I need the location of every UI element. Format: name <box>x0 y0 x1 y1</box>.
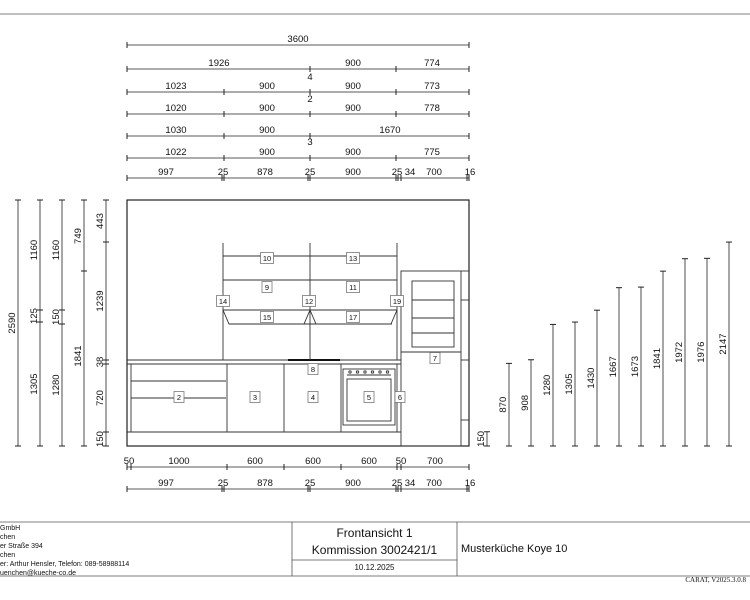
dimension-chains-right <box>476 242 732 447</box>
left-dimension-label: 749 <box>73 228 84 244</box>
position-marker-number: 6 <box>397 393 403 402</box>
left-dimension-label: 1280 <box>51 374 62 396</box>
top-dimension-label: 773 <box>424 81 440 92</box>
top-dimension-label: 700 <box>426 167 442 178</box>
bottom-dimension-label: 25 <box>391 478 403 489</box>
commission-number: Kommission 3002421/1 <box>311 543 438 557</box>
bottom-dimension-label: 25 <box>217 478 229 489</box>
position-marker-number: 4 <box>310 393 316 402</box>
bottom-dimension-label: 34 <box>404 478 416 489</box>
top-dimension-label: 900 <box>345 103 361 114</box>
position-marker-number: 13 <box>348 254 358 263</box>
company-line: uenchen@kueche-co.de <box>0 570 76 577</box>
bottom-dimension-label: 878 <box>257 478 273 489</box>
top-dimension-label: 878 <box>257 167 273 178</box>
company-line: GmbH <box>0 525 21 532</box>
top-dimension-label: 25 <box>217 167 229 178</box>
top-dimension-label: 1023 <box>165 81 187 92</box>
top-dimension-label: 16 <box>464 167 476 178</box>
top-dimension-label: 3600 <box>287 34 309 45</box>
left-dimension-label: 125 <box>29 308 40 324</box>
top-dimension-label: 1020 <box>165 103 187 114</box>
view-title: Frontansicht 1 <box>336 526 413 540</box>
oven-knob <box>386 371 388 373</box>
oven-knob <box>371 371 373 373</box>
sheet-frame <box>0 14 750 576</box>
top-dimension-label: 34 <box>404 167 416 178</box>
left-dimension-label: 150 <box>51 309 62 325</box>
position-marker-number: 7 <box>432 354 438 363</box>
left-dimension-label: 443 <box>95 213 106 229</box>
top-dimension-label: 778 <box>424 103 440 114</box>
company-line: chen <box>0 552 16 559</box>
left-dimension-label: 1305 <box>29 373 40 395</box>
left-dimension-label: 1239 <box>95 290 106 312</box>
top-dimension-label: 900 <box>259 103 275 114</box>
top-dimension-label: 900 <box>345 81 361 92</box>
position-marker-number: 8 <box>310 365 316 374</box>
top-dimension-label: 900 <box>259 125 275 136</box>
position-marker-number: 12 <box>304 297 314 306</box>
oven-knob <box>379 371 381 373</box>
top-dimension-label: 1926 <box>208 58 230 69</box>
bottom-dimension-label: 700 <box>426 478 442 489</box>
title-block-company <box>0 524 290 576</box>
dimension-chains-bottom <box>124 456 476 492</box>
position-marker-number: 14 <box>218 297 228 306</box>
top-dimension-marker: 4 <box>307 72 313 83</box>
right-dimension-label: 1673 <box>630 355 641 378</box>
bottom-dimension-label: 900 <box>345 478 361 489</box>
oven-knob <box>356 371 358 373</box>
top-dimension-label: 900 <box>259 81 275 92</box>
right-dimension-label: 908 <box>520 394 531 411</box>
right-dimension-label: 1841 <box>652 347 663 370</box>
top-dimension-label: 900 <box>345 58 361 69</box>
left-dimension-label: 1160 <box>29 239 40 261</box>
top-dimension-label: 775 <box>424 147 440 158</box>
right-dimension-label: 1972 <box>674 341 685 363</box>
top-dimension-marker: 3 <box>307 137 313 148</box>
drawing-date: 10.12.2025 <box>354 563 395 572</box>
position-marker-number: 17 <box>348 313 358 322</box>
bottom-dimension-label: 700 <box>427 456 443 467</box>
right-dimension-label: 2147 <box>718 333 729 355</box>
left-dimension-label: 150 <box>95 431 106 447</box>
position-marker-number: 5 <box>366 393 372 402</box>
left-dimension-label: 1160 <box>51 239 62 261</box>
top-dimension-marker: 2 <box>307 94 313 105</box>
bottom-dimension-label: 25 <box>304 478 316 489</box>
right-dimension-label: 1280 <box>542 374 553 396</box>
position-markers <box>174 253 440 403</box>
dimension-chains-top <box>127 34 475 181</box>
top-dimension-label: 774 <box>424 58 440 69</box>
top-dimension-label: 1670 <box>379 125 401 136</box>
company-line: er Straße 394 <box>0 543 43 550</box>
bottom-dimension-label: 50 <box>395 456 407 467</box>
top-dimension-label: 1030 <box>165 125 187 136</box>
company-line: er: Arthur Hensler, Telefon: 089-58988114 <box>0 561 130 568</box>
bottom-dimension-label: 1000 <box>168 456 190 467</box>
position-marker-number: 2 <box>176 393 182 402</box>
right-dimension-label: 1430 <box>586 367 597 389</box>
left-dimension-label: 2590 <box>7 312 18 334</box>
top-dimension-label: 900 <box>345 147 361 158</box>
bottom-dimension-label: 600 <box>247 456 263 467</box>
top-dimension-label: 900 <box>259 147 275 158</box>
top-dimension-label: 1022 <box>165 147 187 158</box>
project-name: Musterküche Koye 10 <box>461 543 568 555</box>
company-line: chen <box>0 534 16 541</box>
position-marker-number: 11 <box>349 283 357 292</box>
bottom-dimension-label: 16 <box>464 478 476 489</box>
right-dimension-label: 1305 <box>564 373 575 395</box>
left-dimension-label: 720 <box>95 390 106 406</box>
software-version: CARAT, V2025.3.0.8 <box>685 576 746 584</box>
bottom-dimension-label: 997 <box>158 478 174 489</box>
top-dimension-label: 25 <box>391 167 403 178</box>
dimension-chains-left <box>7 200 109 447</box>
bottom-dimension-label: 600 <box>361 456 377 467</box>
right-dimension-label: 150 <box>476 430 487 447</box>
oven-knob <box>364 371 366 373</box>
left-dimension-label: 1841 <box>73 345 84 367</box>
bottom-dimension-label: 50 <box>123 456 135 467</box>
tall-cabinet-niche <box>412 281 454 347</box>
top-dimension-label: 997 <box>158 167 174 178</box>
top-dimension-label: 900 <box>345 167 361 178</box>
oven-knob <box>349 371 351 373</box>
left-dimension-label: 38 <box>95 356 106 368</box>
right-dimension-label: 1976 <box>696 341 707 363</box>
bottom-dimension-label: 600 <box>305 456 321 467</box>
position-marker-number: 15 <box>262 313 272 322</box>
position-marker-number: 9 <box>264 283 270 292</box>
right-dimension-label: 870 <box>498 396 509 413</box>
position-marker-number: 19 <box>392 297 402 306</box>
kitchen-front-view <box>127 200 469 446</box>
top-dimension-label: 25 <box>304 167 316 178</box>
right-dimension-label: 1667 <box>608 356 619 378</box>
position-marker-number: 3 <box>252 393 258 402</box>
room-wall-outline <box>127 200 469 446</box>
position-marker-number: 10 <box>262 254 272 263</box>
